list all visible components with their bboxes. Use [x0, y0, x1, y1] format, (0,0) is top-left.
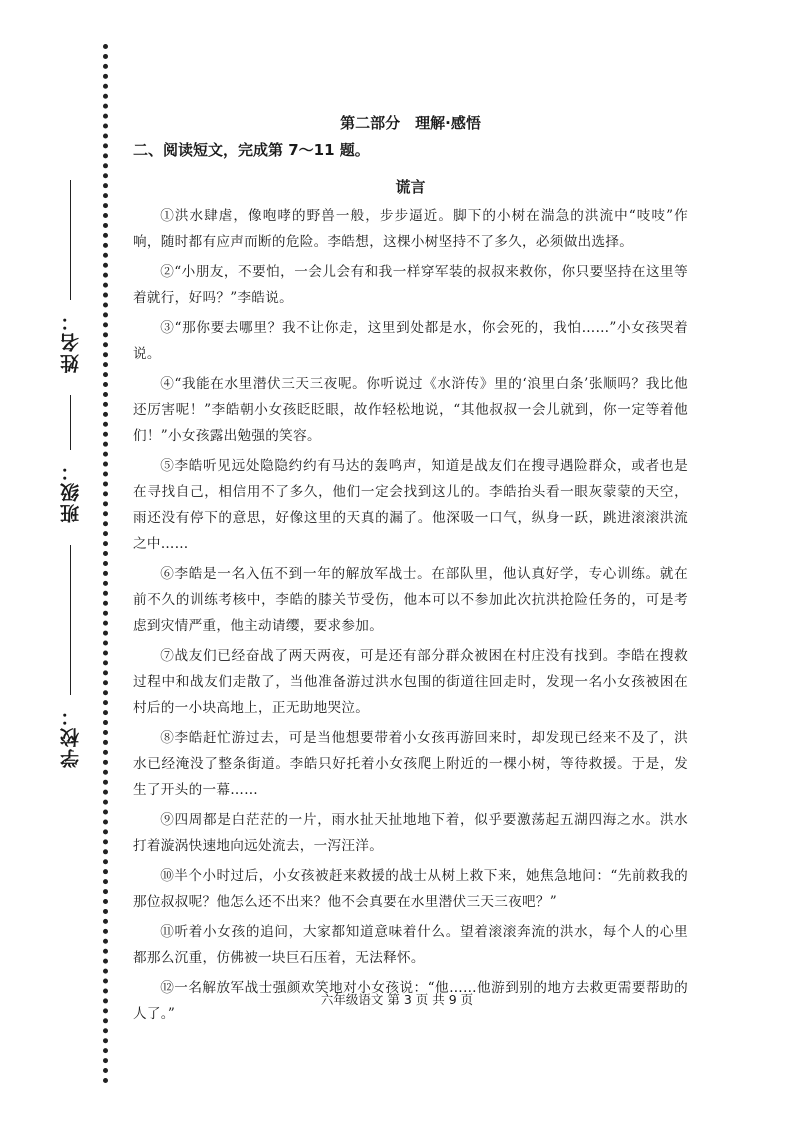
- paragraph: ⑫一名解放军战士强颜欢笑地对小女孩说：“他……他游到别的地方去救更需要帮助的人了。”: [133, 980, 688, 1022]
- binding-dotted-line: [103, 44, 108, 1084]
- paragraph: ⑥李皓是一名入伍不到一年的解放军战士。在部队里，他认真好学，专心训练。就在前不久的训练考核中，李皓的膝关节受伤，他本可以不参加此次抗洪抢险任务的，可是考虑到灾情严重，他主动请缨，要求参加。: [133, 566, 688, 634]
- name-field: [50, 180, 90, 373]
- school-underline: [70, 545, 71, 695]
- page-footer: 六年级语文 第 3 页 共 9 页: [320, 992, 474, 1007]
- name-label: 姓名：: [59, 310, 82, 373]
- paragraph: ⑪听着小女孩的追问，大家都知道意味着什么。望着滚滚奔流的洪水，每个人的心里都那么沉重，仿佛被一块巨石压着，无法释怀。: [133, 924, 688, 966]
- name-underline: [70, 180, 71, 300]
- page-content: [133, 112, 688, 1031]
- article-title: 谎言: [395, 178, 426, 196]
- section-title: 二、阅读短文，完成第 7～11 题。: [133, 141, 370, 159]
- class-field: [50, 395, 90, 523]
- part-title: 第二部分 理解·感悟: [340, 114, 481, 132]
- paragraph: ⑩半个小时过后，小女孩被赶来救援的战士从树上救下来，她焦急地问：“先前救我的那位叔叔呢？他怎么还不出来？他不会真要在水里潜伏三天三夜吧？”: [133, 868, 688, 910]
- class-label: 班级：: [59, 460, 82, 523]
- paragraph: ⑤李皓听见远处隐隐约约有马达的轰鸣声，知道是战友们在搜寻遇险群众，或者也是在寻找自己，相信用不了多久，他们一定会找到这儿的。李皓抬头看一眼灰蒙蒙的天空，雨还没有停下的意思，好像这里的天真的漏了。他深吸一口气，纵身一跃，跳进滚滚洪流之中……: [133, 458, 688, 552]
- paragraph: ②“小朋友，不要怕，一会儿会有和我一样穿军装的叔叔来救你，你只要坚持在这里等着就行，好吗？”李皓说。: [133, 264, 688, 306]
- school-label: 学校：: [59, 705, 82, 768]
- paragraph: ④“我能在水里潜伏三天三夜呢。你听说过《水浒传》里的‘浪里白条’张顺吗？我比他还厉害呢！”李皓朝小女孩眨眨眼，故作轻松地说，“其他叔叔一会儿就到，你一定等着他们！”小女孩露出勉强的笑容。: [133, 376, 688, 444]
- paragraph: ③“那你要去哪里？我不让你走，这里到处都是水，你会死的，我怕……”小女孩哭着说。: [133, 320, 688, 362]
- school-field: [50, 545, 90, 768]
- paragraph: ⑨四周都是白茫茫的一片，雨水扯天扯地地下着，似乎要激荡起五湖四海之水。洪水打着漩涡快速地向远处流去，一泻汪洋。: [133, 812, 688, 854]
- paragraph: ⑦战友们已经奋战了两天两夜，可是还有部分群众被困在村庄没有找到。李皓在搜救过程中和战友们走散了，当他准备游过洪水包围的街道往回走时，发现一名小女孩被困在村后的一小块高地上，正无助地哭泣。: [133, 648, 688, 716]
- paragraph: ⑧李皓赶忙游过去，可是当他想要带着小女孩再游回来时，却发现已经来不及了，洪水已经淹没了整条街道。李皓只好托着小女孩爬上附近的一棵小树，等待救援。于是，发生了开头的一幕……: [133, 730, 688, 798]
- paragraph: ①洪水肆虐，像咆哮的野兽一般，步步逼近。脚下的小树在湍急的洪流中“吱吱”作响，随时都有应声而断的危险。李皓想，这棵小树坚持不了多久，必须做出选择。: [133, 208, 688, 250]
- class-underline: [70, 395, 71, 450]
